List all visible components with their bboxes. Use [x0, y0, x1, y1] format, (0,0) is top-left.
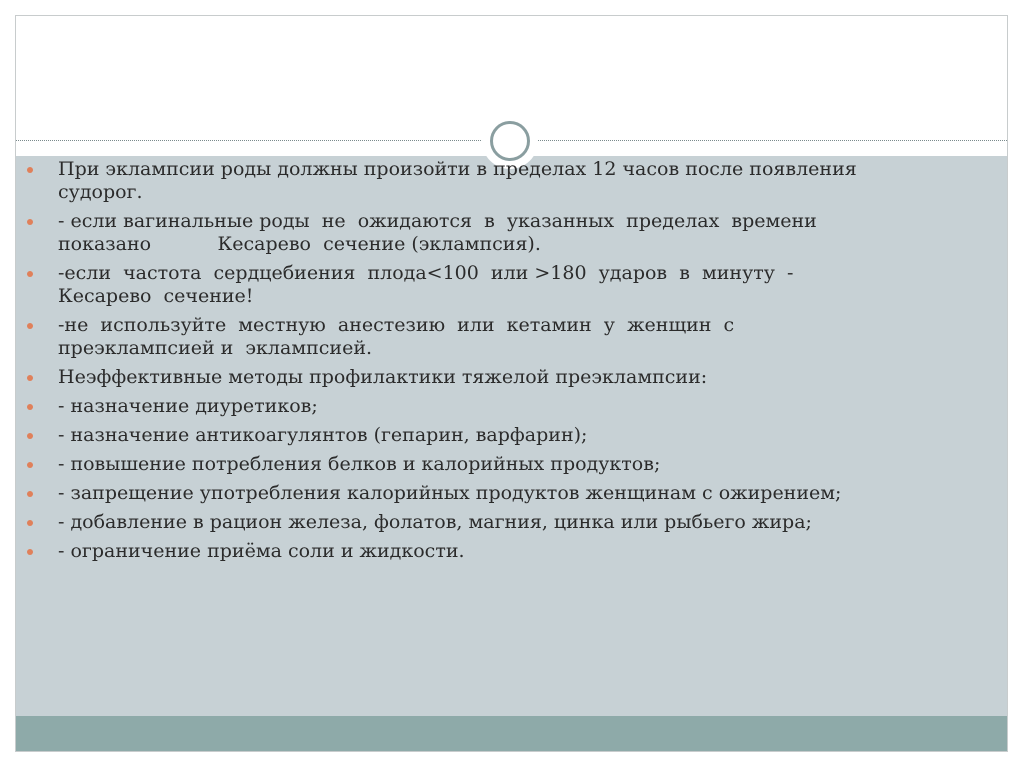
- bullet-text-line: - если вагинальные роды не ожидаются в указанных пределах времени: [58, 210, 817, 232]
- bullet-item: [23, 453, 953, 476]
- bullet-item: [23, 262, 953, 308]
- bullet-item: [23, 395, 953, 418]
- bullet-list: [23, 158, 953, 569]
- bullet-dot-icon: [27, 462, 33, 468]
- bullet-dot-icon: [27, 323, 33, 329]
- footer-band: [16, 716, 1007, 752]
- bullet-text-line: При эклампсии роды должны произойти в пределах 12 часов после появления: [58, 158, 857, 180]
- bullet-text-line: -если частота сердцебиения плода<100 или >180 ударов в минуту -: [58, 262, 794, 284]
- bullet-item: [23, 511, 953, 534]
- bullet-text-line: - запрещение употребления калорийных продуктов женщинам с ожирением;: [58, 482, 842, 504]
- bullet-item: [23, 424, 953, 447]
- bullet-item: [23, 210, 953, 256]
- bullet-dot-icon: [27, 271, 33, 277]
- bullet-text-line: показано Кесарево сечение (эклампсия).: [58, 233, 541, 255]
- bullet-item: [23, 158, 953, 204]
- bullet-text-line: - добавление в рацион железа, фолатов, магния, цинка или рыбьего жира;: [58, 511, 812, 533]
- bullet-text-line: Неэффективные методы профилактики тяжелой преэклампсии:: [58, 366, 708, 388]
- bullet-text-line: - назначение диуретиков;: [58, 395, 318, 417]
- bullet-item: [23, 366, 953, 389]
- bullet-dot-icon: [27, 219, 33, 225]
- bullet-dot-icon: [27, 167, 33, 173]
- bullet-dot-icon: [27, 433, 33, 439]
- bullet-text-line: - назначение антикоагулянтов (гепарин, варфарин);: [58, 424, 588, 446]
- bullet-item: [23, 314, 953, 360]
- bullet-text-line: Кесарево сечение!: [58, 285, 254, 307]
- bullet-text-line: судорог.: [58, 181, 143, 203]
- bullet-text-line: -не используйте местную анестезию или кетамин у женщин с: [58, 314, 735, 336]
- bullet-item: [23, 540, 953, 563]
- bullet-text-line: - повышение потребления белков и калорийных продуктов;: [58, 453, 661, 475]
- bullet-text-line: - ограничение приёма соли и жидкости.: [58, 540, 465, 562]
- circle-ornament-inner: [490, 121, 530, 161]
- bullet-dot-icon: [27, 549, 33, 555]
- bullet-dot-icon: [27, 404, 33, 410]
- bullet-item: [23, 482, 953, 505]
- bullet-text-line: преэклампсией и эклампсией.: [58, 337, 373, 359]
- bullet-dot-icon: [27, 375, 33, 381]
- bullet-dot-icon: [27, 491, 33, 497]
- bullet-dot-icon: [27, 520, 33, 526]
